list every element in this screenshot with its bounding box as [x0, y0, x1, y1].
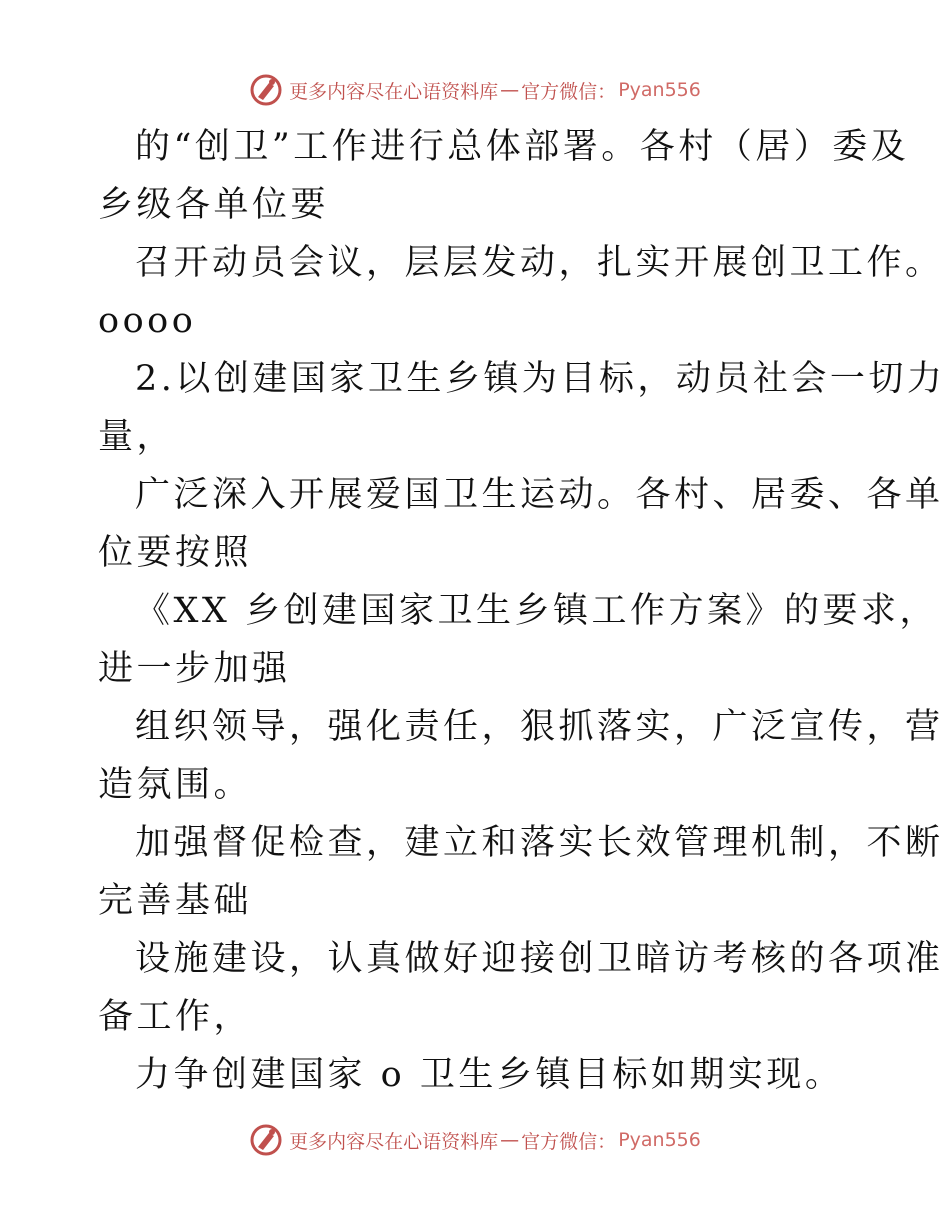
body-line: 力争创建国家 o 卫生乡镇目标如期实现。 — [135, 1055, 844, 1095]
body-line: 进一步加强 — [98, 649, 291, 689]
body-line: 位要按照 — [98, 533, 253, 573]
body-line: 备工作， — [98, 997, 253, 1037]
body-line: 乡级各单位要 — [98, 185, 330, 225]
body-line: 完善基础 — [98, 881, 253, 921]
body-line: 广泛深入开展爱国卫生运动。各村、居委、各单 — [135, 475, 944, 515]
banner-account: Pyan556 — [618, 79, 701, 101]
body-line: 组织领导，强化责任，狠抓落实，广泛宣传，营 — [135, 707, 944, 747]
banner-left-text: 更多内容尽在心语资料库 — [289, 1130, 499, 1153]
body-line: 《XX 乡创建国家卫生乡镇工作方案》的要求， — [135, 591, 938, 631]
header-banner — [0, 70, 950, 110]
banner-dash: — — [500, 79, 520, 101]
footer-banner — [0, 1120, 950, 1160]
body-line: 的“创卫”工作进行总体部署。各村（居）委及 — [135, 127, 910, 167]
banner-account: Pyan556 — [618, 1129, 701, 1151]
body-line: 量， — [98, 417, 176, 457]
banner-wechat-label: 官方微信： — [521, 1130, 617, 1153]
logo-icon — [249, 73, 283, 107]
logo-icon — [249, 1123, 283, 1157]
body-line: 加强督促检查，建立和落实长效管理机制，不断 — [135, 823, 944, 863]
body-line: 造氛围。 — [98, 765, 253, 805]
body-line: oooo — [98, 301, 197, 341]
banner-left-text: 更多内容尽在心语资料库 — [289, 80, 499, 103]
document-body — [98, 118, 946, 1104]
banner-dash: — — [500, 1129, 520, 1151]
banner-wechat-label: 官方微信： — [521, 80, 617, 103]
body-line: 召开动员会议，层层发动，扎实开展创卫工作。 — [135, 243, 944, 283]
body-line: 2.以创建国家卫生乡镇为目标，动员社会一切力 — [135, 359, 946, 399]
body-line: 设施建设，认真做好迎接创卫暗访考核的各项准 — [135, 939, 944, 979]
